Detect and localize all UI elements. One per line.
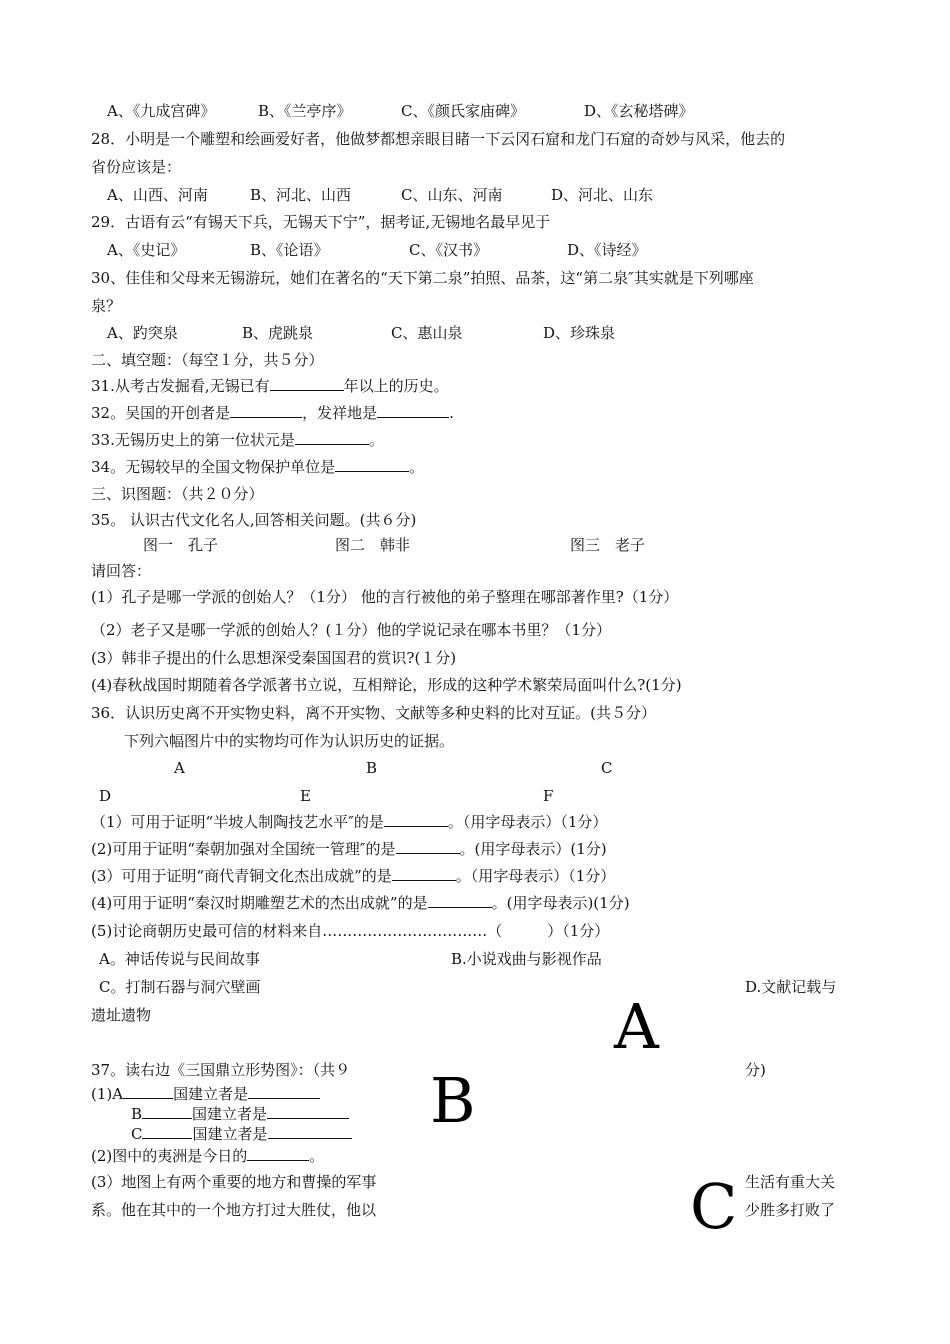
q36-sub-3 (91, 866, 615, 886)
q36-option-d: D.文献记载与 (745, 978, 837, 996)
q36-title: 36．认识历史离不开实物史料，离不开实物、文献等多种史料的比对互证。(共５分） (91, 704, 656, 722)
q36-label-a: A (174, 759, 185, 777)
q37-sub-1c-label: C (131, 1125, 143, 1143)
q36-sub-3-text-post: 。（用字母表示）（1分） (455, 867, 616, 885)
map-letter-a: A (614, 990, 659, 1063)
q35-sub-4: (4)春秋战国时期随着各学派著书立说，互相辩论，形成的这种学术繁荣局面叫什么?(1分) (91, 676, 682, 694)
q37-sub-2-text: (2)图中的夷洲是今日的 (91, 1147, 248, 1165)
q37-sub-1a (91, 1084, 320, 1104)
q36-sub-4-text: (4)可用于证明“秦汉时期雕塑艺术的杰出成就”的是 (91, 894, 428, 912)
q35-sub-1: (1）孔子是哪一学派的创始人？（1分） 他的言行被他的弟子整理在哪部著作里?（1分） (91, 588, 679, 606)
q37-sub-1b-label: B (131, 1105, 143, 1123)
q27-option-d: D、《玄秘塔碑》 (584, 102, 694, 120)
q37-sub-1c-text: 国建立者是 (192, 1125, 268, 1143)
q37-sub-2-blank[interactable] (247, 1146, 309, 1161)
map-letter-b: B (430, 1064, 476, 1137)
q36-label-f: F (543, 787, 554, 805)
q36-sub-3-blank[interactable] (392, 866, 456, 881)
q33-blank[interactable] (295, 430, 369, 445)
q27-option-b: B、《兰亭序》 (258, 102, 352, 120)
q35-fig3-caption: 图三 老子 (570, 536, 646, 554)
q36-option-a: A。神话传说与民间故事 (99, 950, 260, 968)
q37-blank-c-founder[interactable] (268, 1124, 352, 1139)
q35-fig2-caption: 图二 韩非 (335, 536, 411, 554)
q37-sub-1a-text: 国建立者是 (173, 1085, 249, 1103)
q33-text: 33.无锡历史上的第一位状元是 (91, 431, 295, 449)
q36-option-c: C。打制石器与洞穴壁画 (99, 978, 261, 996)
q28-stem-cont: 省份应该是： (91, 158, 182, 176)
q36-sub-4 (91, 893, 630, 913)
q34-text-post: 。 (409, 458, 425, 476)
q31-blank[interactable] (270, 376, 344, 391)
q28-option-d: D、河北、山东 (551, 186, 654, 204)
q33 (91, 430, 384, 450)
q35-title: 35。 认识古代文化名人,回答相关问题。(共６分) (91, 511, 417, 529)
q37-title: 37。读右边《三国鼎立形势图》：（共９ (91, 1061, 351, 1079)
q29-option-c: C、《汉书》 (409, 241, 488, 259)
q32-text-post: . (449, 404, 454, 422)
q32 (91, 403, 454, 423)
q29-option-d: D、《诗经》 (567, 241, 647, 259)
q37-title-cont: 分) (745, 1061, 766, 1079)
q37-sub-3: (3）地图上有两个重要的地方和曹操的军事 (91, 1173, 377, 1191)
q36-sub-5: (5)讨论商朝历史最可信的材料来自……………………………（ ）（1分） (91, 922, 610, 940)
q36-sub-1 (91, 812, 607, 832)
q29-option-b: B、《论语》 (250, 241, 329, 259)
q34 (91, 457, 424, 477)
q36-label-d: D (99, 787, 112, 805)
section3-heading: 三、识图题：（共２０分） (91, 485, 264, 503)
q32-text-mid: ，发祥地是 (302, 404, 378, 422)
q34-blank[interactable] (335, 457, 409, 472)
q36-sub-3-text: (3）可用于证明“商代青铜文化杰出成就”的是 (91, 867, 392, 885)
q32-blank-2[interactable] (377, 403, 449, 418)
q36-sub-4-blank[interactable] (428, 893, 492, 908)
q36-label-b: B (366, 759, 378, 777)
q30-option-d: D、珍珠泉 (543, 324, 616, 342)
q37-right-text-2: 少胜多打败了 (745, 1201, 836, 1219)
q28-option-c: C、山东、河南 (401, 186, 503, 204)
section2-heading: 二、填空题：（每空１分，共５分） (91, 351, 324, 369)
q37-sub-1b-text: 国建立者是 (192, 1105, 268, 1123)
q30-stem: 30、佳佳和父母来无锡游玩，她们在著名的“天下第二泉”拍照、品茶，这“第二泉″其实就是下列哪座 (91, 269, 754, 287)
q37-sub-3-cont: 系。他在其中的一个地方打过大胜仗，他以 (91, 1201, 377, 1219)
q27-option-c: C、《颜氏家庙碑》 (401, 102, 525, 120)
q37-right-text-1: 生活有重大关 (745, 1173, 836, 1191)
q36-sub-4-text-post: 。(用字母表示)(1分) (491, 894, 630, 912)
q36-sub-1-blank[interactable] (384, 812, 448, 827)
map-letter-c: C (690, 1170, 738, 1243)
q36-intro: 下列六幅图片中的实物均可作为认识历史的证据。 (124, 732, 455, 750)
q28-option-b: B、河北、山西 (250, 186, 352, 204)
q31-text-post: 年以上的历史。 (343, 377, 449, 395)
q36-sub-2 (91, 839, 607, 859)
q29-stem: 29．古语有云“有锡天下兵，无锡天下宁”，据考证,无锡地名最早见于 (91, 213, 551, 231)
q37-blank-a-state[interactable] (123, 1084, 173, 1099)
q31 (91, 376, 449, 396)
q37-blank-c-state[interactable] (142, 1124, 192, 1139)
q35-fig1-caption: 图一 孔子 (143, 536, 219, 554)
q30-option-b: B、虎跳泉 (242, 324, 314, 342)
q37-blank-b-founder[interactable] (267, 1104, 349, 1119)
q36-sub-2-text: (2)可用于证明“秦朝加强对全国统一管理″的是 (91, 840, 396, 858)
q37-blank-b-state[interactable] (142, 1104, 192, 1119)
q28-stem: 28．小明是一个雕塑和绘画爱好者，他做梦都想亲眼目睹一下云冈石窟和龙门石窟的奇妙与风采，他去的 (91, 130, 786, 148)
q37-sub-1b (131, 1104, 349, 1124)
q31-text: 31.从考古发掘看,无锡已有 (91, 377, 270, 395)
q33-text-post: 。 (368, 431, 384, 449)
q32-text: 32。吴国的开创者是 (91, 404, 231, 422)
q37-sub-2 (91, 1146, 324, 1166)
q36-sub-1-text-post: 。（用字母表示）（1分） (447, 813, 608, 831)
q30-stem-cont: 泉？ (91, 297, 122, 315)
q29-option-a: A、《史记》 (107, 241, 186, 259)
q36-label-e: E (300, 787, 311, 805)
q30-option-a: A、趵突泉 (107, 324, 178, 342)
q37-sub-2-text-post: 。 (309, 1147, 325, 1165)
q35-sub-3: (3）韩非子提出的什么思想深受秦国国君的赏识?(１分) (91, 649, 457, 667)
q36-sub-2-text-post: 。(用字母表示）(1分) (459, 840, 607, 858)
q37-sub-1a-label: (1)A (91, 1085, 124, 1103)
q34-text: 34。无锡较早的全国文物保护单位是 (91, 458, 336, 476)
q35-ask: 请回答： (91, 562, 152, 580)
q36-sub-2-blank[interactable] (396, 839, 460, 854)
q36-option-b: B.小说戏曲与影视作品 (451, 950, 602, 968)
q28-option-a: A、山西、河南 (107, 186, 208, 204)
q36-option-d-cont: 遗址遗物 (91, 1006, 152, 1024)
q36-sub-1-text: （1）可用于证明“半坡人制陶技艺水平″的是 (91, 813, 384, 831)
q30-option-c: C、惠山泉 (391, 324, 463, 342)
q37-blank-a-founder[interactable] (248, 1084, 320, 1099)
q35-sub-2: （2）老子又是哪一学派的创始人？(１分）他的学说记录在哪本书里？（1分） (91, 621, 611, 639)
q36-label-c: C (601, 759, 613, 777)
q27-option-a: A、《九成宫碑》 (107, 102, 216, 120)
q37-sub-1c (131, 1124, 352, 1144)
q32-blank-1[interactable] (230, 403, 302, 418)
